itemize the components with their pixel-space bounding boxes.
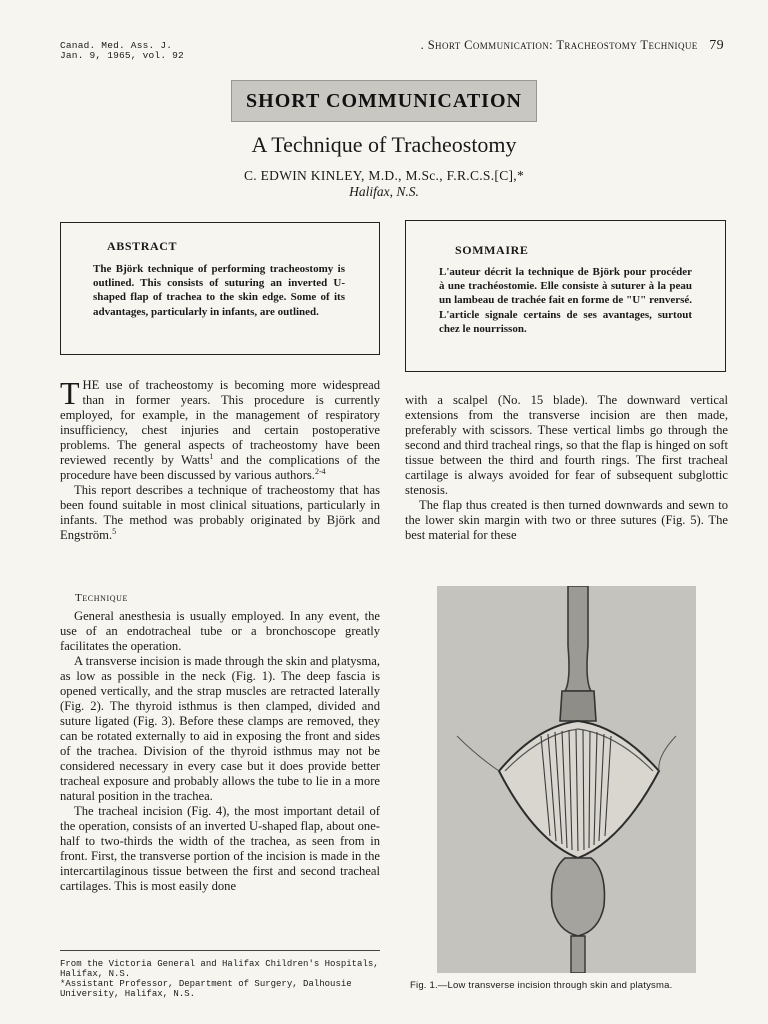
technique-paragraph-3: The tracheal incision (Fig. 4), the most important detail of the operation, consists of an inverted U-shaped flap, about one-half to two-thirds the width of the trachea, as seen from in front. First, the transverse portion of the incision is made in the intercartilaginous tissue between the first and second tracheal cartilages. This is most easily done xyxy=(60,804,380,893)
technique-heading: Technique xyxy=(75,592,129,604)
sommaire-text: L'auteur décrit la technique de Björk pour procéder à une trachéostomie. Elle consiste à suturer à la peau un lambeau de trachée fait en forme de "U" renversé. L'article signale certains de ses avantages, surtout chez le nourrisson. xyxy=(439,266,692,335)
right-paragraph-2: The flap thus created is then turned downwards and sewn to the lower skin margin with two or three sutures (Fig. 5). The best material for these xyxy=(405,498,728,542)
journal-citation xyxy=(60,41,184,61)
banner-label: SHORT COMMUNICATION xyxy=(246,89,522,112)
drop-cap: T xyxy=(60,375,80,411)
page-number: 79 xyxy=(709,38,724,53)
intro-text-a: HE use of tracheostomy is becoming more widespread than in former years. This procedure is currently employed, for example, in the management of respiratory insufficiency, chest injuries and certain postoperative problems. The general aspects of tracheostomy have been reviewed recently by Watts xyxy=(60,378,380,467)
footnotes xyxy=(60,959,385,999)
footnote-rule xyxy=(60,950,380,951)
right-column-text xyxy=(405,393,728,543)
running-title: . Short Communication: Tracheostomy Technique xyxy=(420,38,698,52)
running-header xyxy=(421,38,724,54)
sommaire-box xyxy=(405,220,726,372)
technique-section xyxy=(60,609,380,894)
abstract-heading: ABSTRACT xyxy=(107,239,178,253)
section-banner xyxy=(231,80,537,122)
right-paragraph-1: with a scalpel (No. 15 blade). The downward vertical extensions from the transverse incision are then made, preferably with scissors. These vertical limbs go through the second and third tracheal rings, so that the flap is hinged on soft tissue between the third and fourth rings. The first tracheal cartilage is always avoided for fear of subsequent subglottic stenosis. xyxy=(405,393,728,497)
figure-caption: Fig. 1.—Low transverse incision through skin and platysma. xyxy=(410,980,673,991)
ref-2-4: 2-4 xyxy=(314,466,326,476)
abstract-text: The Björk technique of performing tracheostomy is outlined. This consists of suturing an inverted U-shaped flap of trachea to the skin edge. Some of its advantages, particularly in infants, are outlined. xyxy=(93,263,345,318)
article-location: Halifax, N.S. xyxy=(349,184,419,199)
footnote-line-4: University, Halifax, N.S. xyxy=(60,989,196,999)
footnote-line-3: *Assistant Professor, Department of Surgery, Dalhousie xyxy=(60,979,352,989)
sommaire-heading: SOMMAIRE xyxy=(455,243,529,257)
intro-text-c: This report describes a technique of tracheostomy that has been found suitable in most clinical situations, particularly in infants. The method was probably originated by Björk and Engström. xyxy=(60,483,380,542)
intro-paragraph-1 xyxy=(60,375,380,483)
technique-paragraph-1: General anesthesia is usually employed. In any event, the use of an endotracheal tube or a bronchoscope greatly facilitates the operation. xyxy=(60,609,380,653)
intro-paragraph-2 xyxy=(60,483,380,543)
intro-section xyxy=(60,375,380,543)
footnote-line-1: From the Victoria General and Halifax Children's Hospitals, xyxy=(60,959,379,969)
technique-paragraph-2: A transverse incision is made through the skin and platysma, as low as possible in the neck (Fig. 1). The deep fascia is opened vertically, and the strap muscles are retracted laterally (Fig. 2). The thyroid isthmus is then clamped, divided and suture ligated (Fig. 3). Before these clamps are removed, they can be rotated externally to aid in exposing the front and sides of the trachea. Division of the thyroid isthmus may not be considered necessary in every case but it does provide better tracheal exposure and probably allows the tube to lie in a more natural position in the trachea. xyxy=(60,654,380,803)
footnote-line-2: Halifax, N.S. xyxy=(60,969,131,979)
journal-issue: Jan. 9, 1965, vol. 92 xyxy=(60,50,184,61)
journal-name: Canad. Med. Ass. J. xyxy=(60,40,173,51)
abstract-box xyxy=(60,222,380,355)
intro-text-b: and the complications of the procedure have been discussed by various authors. xyxy=(60,453,380,482)
ref-1: 1 xyxy=(209,451,214,461)
tracheostomy-drawing xyxy=(437,586,696,973)
article-title: A Technique of Tracheostomy xyxy=(251,132,517,157)
article-author: C. EDWIN KINLEY, M.D., M.Sc., F.R.C.S.[C],* xyxy=(243,168,525,183)
ref-5: 5 xyxy=(112,526,117,536)
figure-1-illustration xyxy=(437,586,696,973)
